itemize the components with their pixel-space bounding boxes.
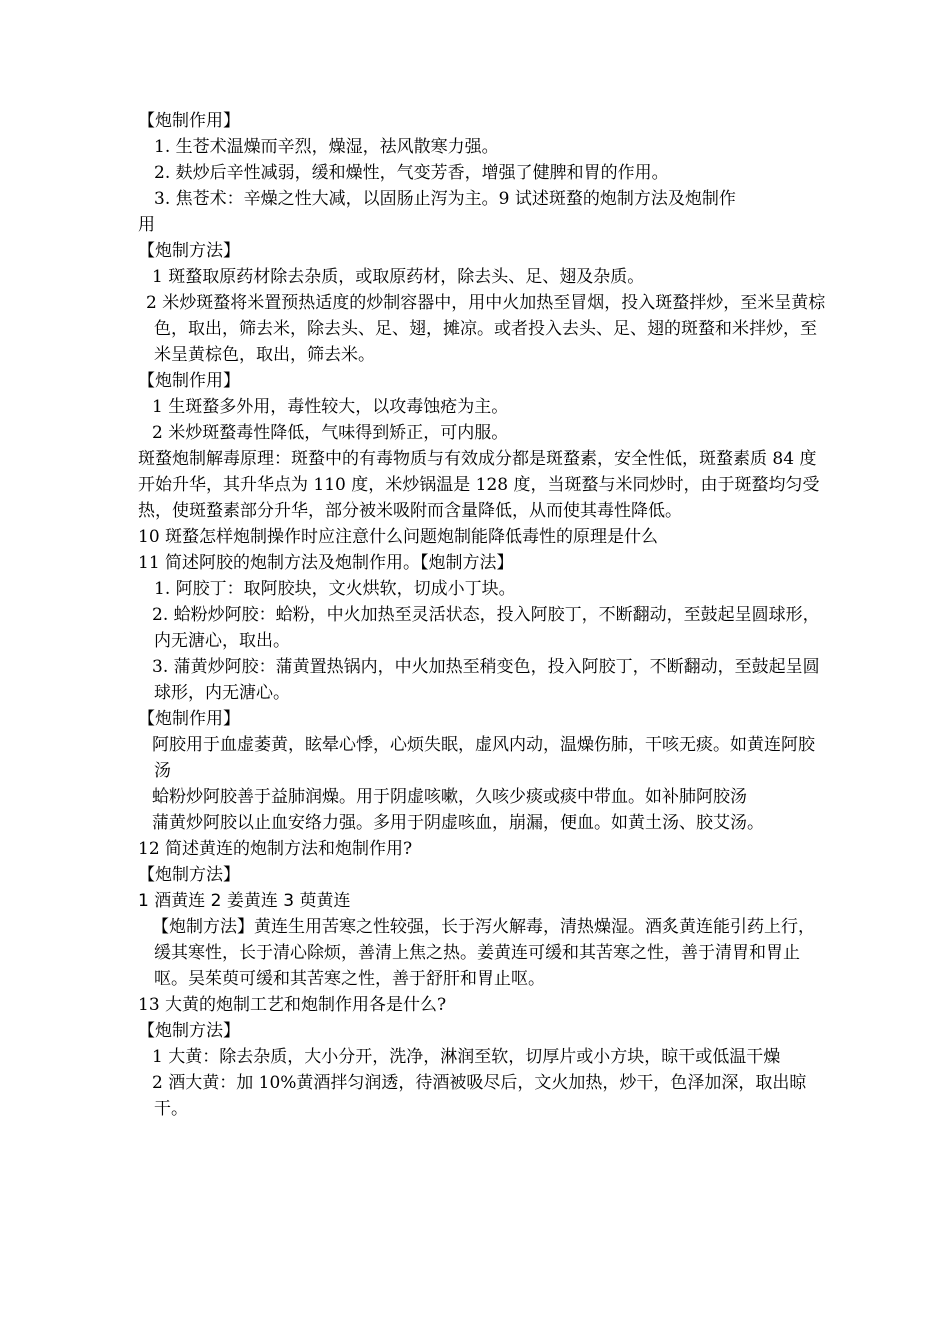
paragraph: 【炮制方法】黄连生用苦寒之性较强，长于泻火解毒，清热燥湿。酒炙黄连能引药上行，缓其寒性，长于清心除烦，善清上焦之热。姜黄连可缓和其苦寒之性，善于清胃和胃止呕。吴茱萸可缓和其苦寒之性，善于舒肝和胃止呕。 xyxy=(152,917,815,989)
section-heading: 【炮制作用】 xyxy=(138,111,240,131)
paragraph: 蛤粉炒阿胶善于益肺润燥。用于阴虚咳嗽，久咳少痰或痰中带血。如补肺阿胶汤 xyxy=(152,787,747,807)
section-heading: 【炮制作用】 xyxy=(138,709,240,729)
paragraph: 2 米炒斑蝥毒性降低，气味得到矫正，可内服。 xyxy=(152,423,509,443)
paragraph: 2. 麸炒后辛性减弱，缓和燥性，气变芳香，增强了健脾和胃的作用。 xyxy=(154,163,669,183)
question-heading: 10 斑蝥怎样炮制操作时应注意什么问题炮制能降低毒性的原理是什么 xyxy=(138,527,659,547)
section-heading: 【炮制方法】 xyxy=(138,1021,240,1041)
section-heading: 【炮制方法】 xyxy=(138,241,240,261)
paragraph: 1 斑蝥取原药材除去杂质，或取原药材，除去头、足、翅及杂质。 xyxy=(152,267,645,287)
paragraph: 阿胶用于血虚萎黄，眩晕心悸，心烦失眠，虚风内动，温燥伤肺，干咳无痰。如黄连阿胶汤 xyxy=(152,735,815,781)
document-body xyxy=(138,108,828,1122)
section-heading: 【炮制方法】 xyxy=(138,865,240,885)
question-heading: 12 简述黄连的炮制方法和炮制作用? xyxy=(138,839,413,859)
paragraph: 2 米炒斑蝥将米置预热适度的炒制容器中，用中火加热至冒烟，投入斑蝥拌炒，至米呈黄棕色，取出，筛去米，除去头、足、翅，摊凉。或者投入去头、足、翅的斑蝥和米拌炒，至米呈黄棕色，取出，筛去米。 xyxy=(146,293,826,365)
section-heading: 【炮制作用】 xyxy=(138,371,240,391)
paragraph: 1 大黄：除去杂质，大小分开，洗净，淋润至软，切厚片或小方块，晾干或低温干燥 xyxy=(152,1047,781,1067)
paragraph: 用 xyxy=(138,215,155,235)
paragraph: 斑蝥炮制解毒原理：斑蝥中的有毒物质与有效成分都是斑蝥素，安全性低，斑蝥素质 84 度开始升华，其升华点为 110 度，米炒锅温是 128 度，当斑蝥与米同炒时，由于斑蝥均匀受热，使斑蝥素部分升华，部分被米吸附而含量降低，从而使其毒性降低。 xyxy=(138,449,820,521)
paragraph: 2. 蛤粉炒阿胶：蛤粉，中火加热至灵活状态，投入阿胶丁，不断翻动，至鼓起呈圆球形，内无溏心，取出。 xyxy=(152,605,820,651)
paragraph: 1 生斑蝥多外用，毒性较大，以攻毒蚀疮为主。 xyxy=(152,397,509,417)
paragraph: 1. 阿胶丁：取阿胶块，文火烘软，切成小丁块。 xyxy=(154,579,516,599)
paragraph: 1. 生苍术温燥而辛烈，燥湿，祛风散寒力强。 xyxy=(154,137,499,157)
paragraph: 3. 焦苍术：辛燥之性大减，以固肠止泻为主。9 试述斑蝥的炮制方法及炮制作 xyxy=(154,189,736,209)
question-heading: 13 大黄的炮制工艺和炮制作用各是什么? xyxy=(138,995,447,1015)
question-heading: 11 简述阿胶的炮制方法及炮制作用。【炮制方法】 xyxy=(138,553,514,573)
paragraph: 3. 蒲黄炒阿胶：蒲黄置热锅内，中火加热至稍变色，投入阿胶丁，不断翻动，至鼓起呈圆球形，内无溏心。 xyxy=(152,657,820,703)
paragraph: 2 酒大黄：加 10%黄酒拌匀润透，待酒被吸尽后，文火加热，炒干，色泽加深，取出晾干。 xyxy=(152,1073,807,1119)
paragraph: 蒲黄炒阿胶以止血安络力强。多用于阴虚咳血，崩漏，便血。如黄土汤、胶艾汤。 xyxy=(152,813,764,833)
paragraph: 1 酒黄连 2 姜黄连 3 萸黄连 xyxy=(138,891,351,911)
